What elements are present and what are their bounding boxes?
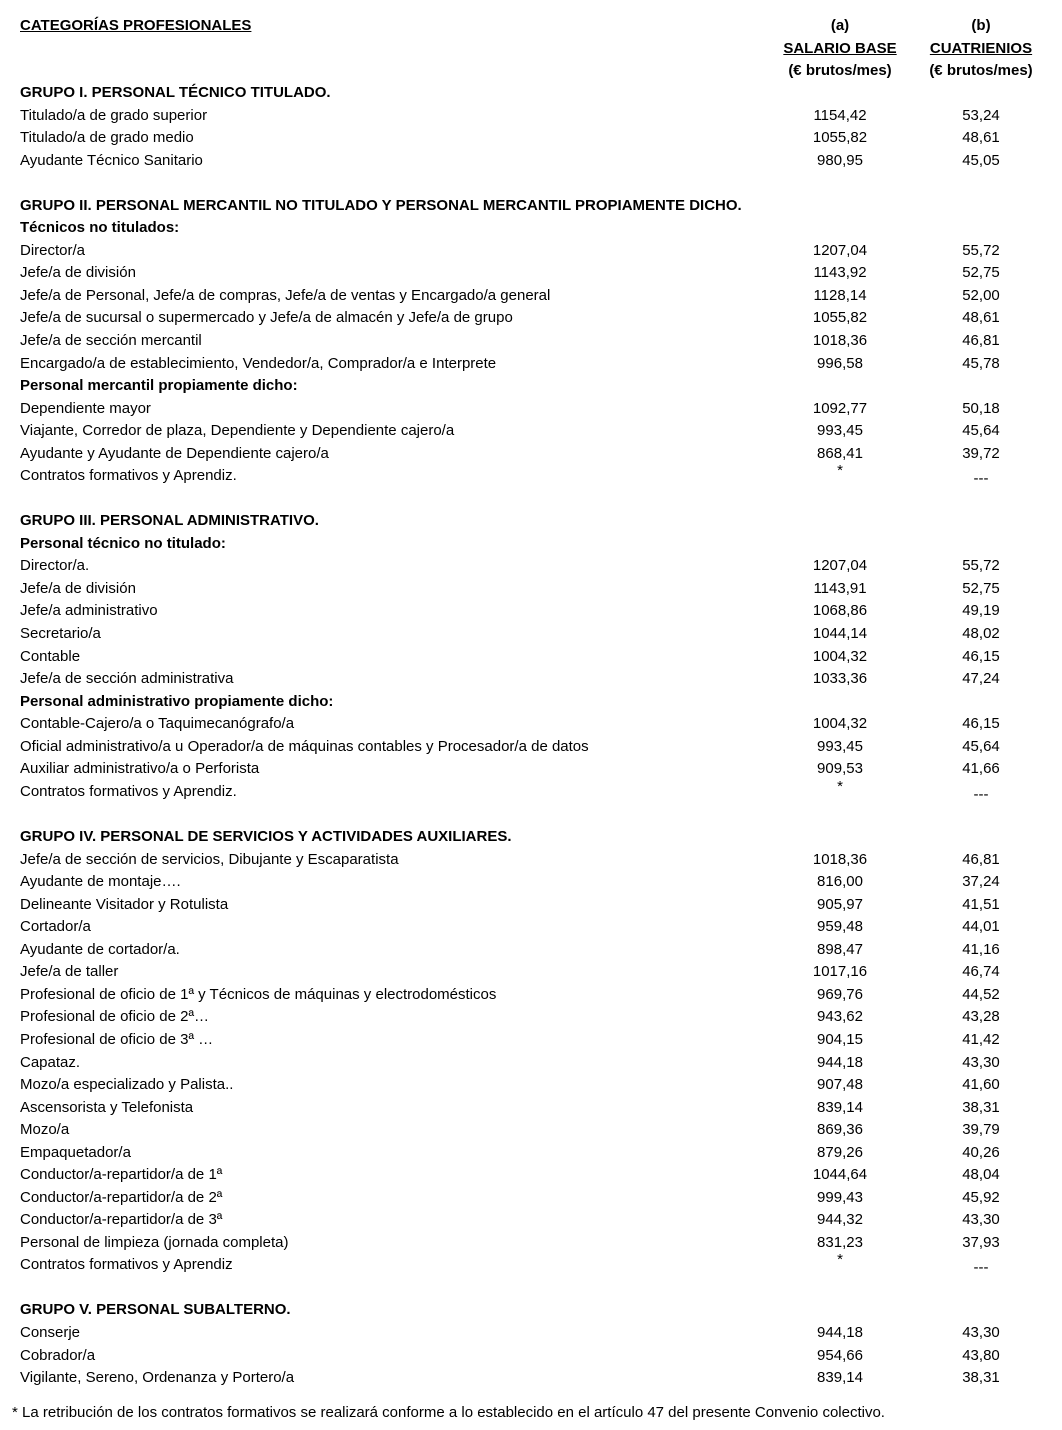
cuatrienios-value: 41,66 bbox=[962, 760, 1000, 777]
salario-base-value: 943,62 bbox=[817, 1008, 863, 1025]
salario-base-value: 831,23 bbox=[817, 1234, 863, 1251]
heading-label: GRUPO V. PERSONAL SUBALTERNO. bbox=[20, 1301, 291, 1318]
table-row bbox=[0, 939, 1062, 961]
salario-base-value: 1207,04 bbox=[812, 557, 868, 574]
table-row bbox=[0, 462, 1062, 487]
salario-base-value: 905,97 bbox=[817, 896, 863, 913]
table-row bbox=[0, 150, 1062, 172]
table-row bbox=[0, 1029, 1062, 1051]
cuatrienios-value: 41,51 bbox=[962, 896, 1000, 913]
salario-base-value: 869,36 bbox=[817, 1121, 863, 1138]
cuatrienios-value: 49,19 bbox=[962, 602, 1000, 619]
cuatrienios-value: 41,16 bbox=[962, 941, 1000, 958]
column-a-name: SALARIO BASE bbox=[783, 40, 897, 57]
heading-label: GRUPO III. PERSONAL ADMINISTRATIVO. bbox=[20, 512, 319, 529]
category-label: Conductor/a-repartidor/a de 3ª bbox=[20, 1211, 223, 1228]
category-label: Jefe/a de división bbox=[20, 580, 136, 597]
subgroup-heading bbox=[0, 375, 1062, 397]
salario-base-value: 1154,42 bbox=[813, 107, 867, 124]
footnote: * La retribución de los contratos formativos se realizará conforme a lo establecido en el artículo 47 del presente Convenio colectivo. bbox=[12, 1404, 885, 1421]
category-label: Titulado/a de grado superior bbox=[20, 107, 208, 124]
table-row bbox=[0, 1074, 1062, 1096]
category-label: Contratos formativos y Aprendiz. bbox=[20, 467, 237, 484]
salario-base-value: 1128,14 bbox=[813, 287, 867, 304]
category-label: Mozo/a especializado y Palista.. bbox=[20, 1076, 234, 1093]
table-row bbox=[0, 1232, 1062, 1254]
category-label: Jefe/a de sección de servicios, Dibujante y Escaparatista bbox=[20, 851, 399, 868]
salario-base-value: 1033,36 bbox=[812, 670, 868, 687]
group-heading bbox=[0, 195, 1062, 217]
category-label: Profesional de oficio de 3ª … bbox=[20, 1031, 214, 1048]
cuatrienios-value: 55,72 bbox=[962, 242, 1000, 259]
category-label: Dependiente mayor bbox=[20, 400, 151, 417]
salario-base-value: 1143,92 bbox=[813, 264, 867, 281]
category-label: Ayudante de montaje…. bbox=[20, 873, 181, 890]
salario-base-value: 909,53 bbox=[817, 760, 863, 777]
category-label: Personal de limpieza (jornada completa) bbox=[20, 1234, 289, 1251]
cuatrienios-value: --- bbox=[973, 1259, 989, 1276]
category-label: Contratos formativos y Aprendiz bbox=[20, 1256, 233, 1273]
cuatrienios-value: 48,61 bbox=[962, 129, 1000, 146]
cuatrienios-value: 48,04 bbox=[962, 1166, 1000, 1183]
category-label: Secretario/a bbox=[20, 625, 101, 642]
table-row bbox=[0, 668, 1062, 690]
category-label: Jefe/a de sección administrativa bbox=[20, 670, 234, 687]
category-label: Jefe/a de división bbox=[20, 264, 136, 281]
salario-base-value: 1044,64 bbox=[812, 1166, 868, 1183]
table-row bbox=[0, 443, 1062, 465]
table-row bbox=[0, 1322, 1062, 1344]
salario-base-value: * bbox=[837, 462, 843, 479]
salario-base-value: 868,41 bbox=[817, 445, 863, 462]
cuatrienios-value: 40,26 bbox=[962, 1144, 1000, 1161]
category-label: Ayudante de cortador/a. bbox=[20, 941, 180, 958]
cuatrienios-value: 44,52 bbox=[962, 986, 1000, 1003]
cuatrienios-value: 44,01 bbox=[962, 918, 1000, 935]
salario-base-value: 1055,82 bbox=[812, 309, 868, 326]
cuatrienios-value: 45,78 bbox=[962, 355, 1000, 372]
salario-base-value: 969,76 bbox=[817, 986, 863, 1003]
salario-base-value: 980,95 bbox=[817, 152, 863, 169]
category-label: Mozo/a bbox=[20, 1121, 70, 1138]
table-row bbox=[0, 646, 1062, 668]
cuatrienios-value: 45,64 bbox=[962, 738, 1000, 755]
table-row bbox=[0, 1209, 1062, 1231]
cuatrienios-value: --- bbox=[973, 470, 989, 487]
table-row bbox=[0, 984, 1062, 1006]
table-row bbox=[0, 736, 1062, 758]
table-row bbox=[0, 600, 1062, 622]
table-row bbox=[0, 307, 1062, 329]
cuatrienios-value: 41,60 bbox=[962, 1076, 1000, 1093]
table-row bbox=[0, 1187, 1062, 1209]
table-row bbox=[0, 398, 1062, 420]
table-row bbox=[0, 420, 1062, 442]
category-label: Empaquetador/a bbox=[20, 1144, 131, 1161]
cuatrienios-value: 46,81 bbox=[962, 851, 1000, 868]
table-row bbox=[0, 262, 1062, 284]
category-label: Jefe/a administrativo bbox=[20, 602, 158, 619]
salario-base-value: 1055,82 bbox=[812, 129, 868, 146]
group-heading bbox=[0, 510, 1062, 532]
table-row bbox=[0, 1119, 1062, 1141]
table-row bbox=[0, 778, 1062, 803]
salario-base-value: 944,18 bbox=[817, 1324, 863, 1341]
cuatrienios-value: 48,02 bbox=[962, 625, 1000, 642]
table-row bbox=[0, 105, 1062, 127]
table-row bbox=[0, 871, 1062, 893]
cuatrienios-value: 37,24 bbox=[962, 873, 1000, 890]
table-row bbox=[0, 285, 1062, 307]
salario-base-value: 1143,91 bbox=[813, 580, 867, 597]
salario-base-value: 1017,16 bbox=[812, 963, 868, 980]
cuatrienios-value: 52,75 bbox=[962, 264, 1000, 281]
table-row bbox=[0, 894, 1062, 916]
category-label: Contable-Cajero/a o Taquimecanógrafo/a bbox=[20, 715, 295, 732]
cuatrienios-value: 39,72 bbox=[962, 445, 1000, 462]
category-label: Director/a. bbox=[20, 557, 90, 574]
salario-base-value: 993,45 bbox=[817, 422, 863, 439]
cuatrienios-value: 52,75 bbox=[962, 580, 1000, 597]
table-row bbox=[0, 1052, 1062, 1074]
table-row bbox=[0, 1006, 1062, 1028]
cuatrienios-value: 38,31 bbox=[962, 1099, 1000, 1116]
table-row bbox=[0, 961, 1062, 983]
salario-base-value: * bbox=[837, 778, 843, 795]
salario-base-value: 907,48 bbox=[817, 1076, 863, 1093]
cuatrienios-value: 46,81 bbox=[962, 332, 1000, 349]
table-row bbox=[0, 1097, 1062, 1119]
cuatrienios-value: 45,05 bbox=[962, 152, 1000, 169]
cuatrienios-value: 46,15 bbox=[962, 648, 1000, 665]
category-label: Conductor/a-repartidor/a de 1ª bbox=[20, 1166, 223, 1183]
heading-label: Personal administrativo propiamente dicho: bbox=[20, 693, 334, 710]
cuatrienios-value: 47,24 bbox=[962, 670, 1000, 687]
table-row bbox=[0, 240, 1062, 262]
column-a-unit: (€ brutos/mes) bbox=[788, 62, 892, 79]
subgroup-heading bbox=[0, 691, 1062, 713]
category-label: Director/a bbox=[20, 242, 86, 259]
salario-base-value: 996,58 bbox=[817, 355, 863, 372]
salario-base-value: 993,45 bbox=[817, 738, 863, 755]
table-row bbox=[0, 1345, 1062, 1367]
table-row bbox=[0, 353, 1062, 375]
group-heading bbox=[0, 1299, 1062, 1321]
subgroup-heading bbox=[0, 533, 1062, 555]
subgroup-heading bbox=[0, 217, 1062, 239]
salario-base-value: 1004,32 bbox=[812, 648, 868, 665]
cuatrienios-value: 53,24 bbox=[962, 107, 1000, 124]
heading-label: Personal mercantil propiamente dicho: bbox=[20, 377, 298, 394]
heading-label: GRUPO II. PERSONAL MERCANTIL NO TITULADO Y PERSONAL MERCANTIL PROPIAMENTE DICHO. bbox=[20, 197, 742, 214]
salario-base-value: 1207,04 bbox=[812, 242, 868, 259]
salario-base-value: 839,14 bbox=[817, 1369, 863, 1386]
salario-base-value: 904,15 bbox=[817, 1031, 863, 1048]
salario-base-value: 1068,86 bbox=[812, 602, 868, 619]
category-label: Ayudante Técnico Sanitario bbox=[20, 152, 203, 169]
column-b-letter: (b) bbox=[971, 17, 991, 34]
salario-base-value: 898,47 bbox=[817, 941, 863, 958]
table-row bbox=[0, 555, 1062, 577]
cuatrienios-value: 41,42 bbox=[962, 1031, 1000, 1048]
table-row bbox=[0, 916, 1062, 938]
table-row bbox=[0, 758, 1062, 780]
heading-label: Técnicos no titulados: bbox=[20, 219, 180, 236]
category-label: Jefe/a de sección mercantil bbox=[20, 332, 202, 349]
salario-base-value: 1092,77 bbox=[812, 400, 868, 417]
salario-base-value: 959,48 bbox=[817, 918, 863, 935]
cuatrienios-value: 38,31 bbox=[962, 1369, 1000, 1386]
salario-base-value: 954,66 bbox=[817, 1347, 863, 1364]
table-row bbox=[0, 849, 1062, 871]
column-a-letter: (a) bbox=[830, 17, 850, 34]
table-row bbox=[0, 1164, 1062, 1186]
cuatrienios-value: 46,74 bbox=[962, 963, 1000, 980]
category-label: Jefe/a de Personal, Jefe/a de compras, Jefe/a de ventas y Encargado/a general bbox=[20, 287, 551, 304]
category-label: Ayudante y Ayudante de Dependiente cajero/a bbox=[20, 445, 329, 462]
table-row bbox=[0, 578, 1062, 600]
category-label: Profesional de oficio de 1ª y Técnicos de máquinas y electrodomésticos bbox=[20, 986, 497, 1003]
cuatrienios-value: 48,61 bbox=[962, 309, 1000, 326]
cuatrienios-value: 39,79 bbox=[962, 1121, 1000, 1138]
salario-base-value: 839,14 bbox=[817, 1099, 863, 1116]
cuatrienios-value: 52,00 bbox=[962, 287, 1000, 304]
salario-base-value: 1004,32 bbox=[812, 715, 868, 732]
category-label: Viajante, Corredor de plaza, Dependiente y Dependiente cajero/a bbox=[20, 422, 455, 439]
cuatrienios-value: 43,80 bbox=[962, 1347, 1000, 1364]
category-label: Delineante Visitador y Rotulista bbox=[20, 896, 229, 913]
heading-label: Personal técnico no titulado: bbox=[20, 535, 226, 552]
group-heading bbox=[0, 826, 1062, 848]
heading-label: GRUPO I. PERSONAL TÉCNICO TITULADO. bbox=[20, 84, 331, 101]
cuatrienios-value: 46,15 bbox=[962, 715, 1000, 732]
table-row bbox=[0, 127, 1062, 149]
salario-base-value: 816,00 bbox=[817, 873, 863, 890]
cuatrienios-value: 55,72 bbox=[962, 557, 1000, 574]
category-label: Contratos formativos y Aprendiz. bbox=[20, 783, 237, 800]
table-title: CATEGORÍAS PROFESIONALES bbox=[20, 17, 252, 34]
category-label: Auxiliar administrativo/a o Perforista bbox=[20, 760, 260, 777]
salario-base-value: 1044,14 bbox=[812, 625, 868, 642]
category-label: Profesional de oficio de 2ª… bbox=[20, 1008, 209, 1025]
table-row bbox=[0, 1367, 1062, 1389]
category-label: Titulado/a de grado medio bbox=[20, 129, 194, 146]
category-label: Capataz. bbox=[20, 1054, 81, 1071]
category-label: Oficial administrativo/a u Operador/a de máquinas contables y Procesador/a de datos bbox=[20, 738, 589, 755]
table-row bbox=[0, 1251, 1062, 1276]
group-heading bbox=[0, 82, 1062, 104]
category-label: Jefe/a de sucursal o supermercado y Jefe/a de almacén y Jefe/a de grupo bbox=[20, 309, 513, 326]
salario-base-value: 1018,36 bbox=[812, 851, 868, 868]
salario-base-value: 879,26 bbox=[817, 1144, 863, 1161]
cuatrienios-value: 43,28 bbox=[962, 1008, 1000, 1025]
cuatrienios-value: 43,30 bbox=[962, 1211, 1000, 1228]
salario-base-value: 944,18 bbox=[817, 1054, 863, 1071]
table-row bbox=[0, 330, 1062, 352]
cuatrienios-value: 43,30 bbox=[962, 1324, 1000, 1341]
category-label: Jefe/a de taller bbox=[20, 963, 119, 980]
category-label: Cobrador/a bbox=[20, 1347, 96, 1364]
cuatrienios-value: 43,30 bbox=[962, 1054, 1000, 1071]
cuatrienios-value: --- bbox=[973, 786, 989, 803]
category-label: Conserje bbox=[20, 1324, 81, 1341]
salario-base-value: 944,32 bbox=[817, 1211, 863, 1228]
column-b-name: CUATRIENIOS bbox=[929, 40, 1033, 57]
table-row bbox=[0, 623, 1062, 645]
salario-base-value: 999,43 bbox=[817, 1189, 863, 1206]
cuatrienios-value: 37,93 bbox=[962, 1234, 1000, 1251]
salario-base-value: * bbox=[837, 1251, 843, 1268]
column-b-unit: (€ brutos/mes) bbox=[929, 62, 1033, 79]
table-row bbox=[0, 713, 1062, 735]
salario-base-value: 1018,36 bbox=[812, 332, 868, 349]
table-row bbox=[0, 1142, 1062, 1164]
category-label: Conductor/a-repartidor/a de 2ª bbox=[20, 1189, 223, 1206]
category-label: Encargado/a de establecimiento, Vendedor/a, Comprador/a e Interprete bbox=[20, 355, 497, 372]
cuatrienios-value: 45,92 bbox=[962, 1189, 1000, 1206]
category-label: Cortador/a bbox=[20, 918, 91, 935]
cuatrienios-value: 50,18 bbox=[962, 400, 1000, 417]
heading-label: GRUPO IV. PERSONAL DE SERVICIOS Y ACTIVIDADES AUXILIARES. bbox=[20, 828, 512, 845]
category-label: Contable bbox=[20, 648, 81, 665]
category-label: Vigilante, Sereno, Ordenanza y Portero/a bbox=[20, 1369, 295, 1386]
category-label: Ascensorista y Telefonista bbox=[20, 1099, 194, 1116]
cuatrienios-value: 45,64 bbox=[962, 422, 1000, 439]
